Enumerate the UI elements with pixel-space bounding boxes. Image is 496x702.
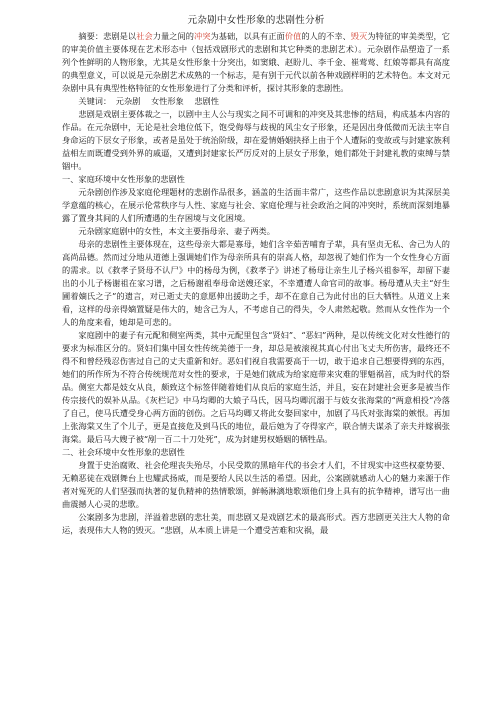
- document-title: 元杂剧中女性形象的悲剧性分析: [187, 15, 325, 26]
- highlighted-term[interactable]: 价值: [284, 31, 302, 41]
- keyword: 悲剧性: [194, 96, 219, 106]
- highlighted-term[interactable]: 冲突: [194, 31, 211, 41]
- body-paragraph: 悲剧是戏剧主要体裁之一，以剧中主人公与现实之间不可调和的冲突及其悲惨的结局，构成基本内容的作品。在元杂剧中，无论是社会地位低下，饱受侮辱与歧视的风尘女子形象，还是因出身低微而无法主宰自身命运的下层女子形象，或者是虽处于统治阶级，却在爱情婚姻抉择上由于个人遭际的变故或与封建家族利益相左而既遭受到外界的戚逼，又遭到封建家长严厉反对的上层女子形象，她们都处于封建礼教的束缚与禁锢中。: [62, 109, 450, 171]
- abstract-text: 为特征的审美类型，它的审美价值主要体现在艺术形态中（包括戏剧形式的悲剧和其它种类的悲剧艺术）。元杂剧作品塑造了一系列个性鲜明的人物形象，尤其是女性形象十分突出，如窦娥、赵盼儿、李千金、崔莺莺、红娘等都具有高度的典型意义，可以说是元杂剧艺术成熟的一个标志，是有别于元代以前各种戏剧样明的艺术特色。本文对元杂剧中具有典型性格特征的女性形象进行了分类和评析，探讨其形象的悲剧性。: [62, 31, 450, 93]
- body-paragraph: 元杂剧家庭剧中的女性，本文主要指母亲、妻子两类。: [78, 226, 275, 236]
- section-heading: 二、社会环境中女性形象的悲剧性: [62, 447, 185, 457]
- abstract-paragraph: [62, 30, 450, 95]
- body-paragraph: 母亲的悲剧性主要体现在，这些母亲大都是寡母，她们含辛茹苦哺育子辈，具有坚贞无私、舍己为人的高尚品德。然而过分地从道德上强调她们作为母亲所具有的崇高人格，却忽视了她们作为一个女性身心方面的需求。以《救孝子贤母不认尸》中的杨母为例，《救孝子》讲述了杨母让亲生儿子杨兴祖参军，却留下妻出的小儿子杨谢祖在家习谱，之后杨谢祖奉母命送嫂还家，不幸遭遭人命官司的故事。杨母遭从夫主“好生圃着嫡氏之子”的遗言，对已逝丈夫的意愿伸出援助之手，却不在意自己为此付出的巨大牺牲。从道义上来看，这样的母亲得嫡置疑是伟大的，她含己为人，不考虑自己的得失，令人肃然起敬。然而从女性作为一个人的角度来看，她却是可悲的。: [62, 239, 450, 327]
- abstract-text: 为基础，以具有正面: [210, 31, 285, 41]
- keywords-line: [62, 95, 450, 108]
- body-paragraph: 元杂剧创作涉及家庭伦理题材的悲剧作品很多，涵盖的生活面丰常广，这些作品以悲剧意识为其深层美学意蕴的核心，在展示伦常秩序与人性、家庭与社会、家庭伦理与社会政治之间的冲突时，系统而深刻地暴露了置身其间的人们所遭遇的生存困境与文化困境。: [62, 187, 450, 223]
- keywords-label: 关键词：: [78, 96, 112, 106]
- keyword: 女性形象: [150, 96, 184, 106]
- section-heading: 一、家庭环境中女性形象的悲剧性: [62, 174, 185, 184]
- body-paragraph: 身置于史治腐败、社会伦理丧失殆尽，小民受欺的黑暗年代的书会才人们，不甘现实中这些权豪势要、无赖恶徒在戏剧舞台上也耀武扬威，而是要给人民以生活的希望。因此，公案剧就感动人心的魅力来源于作者对冤死的人们坚强而执著的复仇精神的热情歌颂，鲜畅淋漓地歌颂他们身上具有的抗争精神，谱写出一曲曲震撼人心灵的悲歌。: [62, 460, 450, 509]
- highlighted-term[interactable]: 社会: [136, 31, 153, 41]
- abstract-text: 摘要：悲剧是以: [78, 31, 137, 41]
- body-paragraph: 家庭剧中的妻子有元配和侧室两类，其中元配里包含“贤妇”、“恶妇”两种，是以传统文化对女性德行的要求为标准区分的。贤妇们集中国女性传统美德于一身，却总是被滚视其真心付出飞丈夫所伤害，最终还不得不和曾经残忍伤害过自己的丈夫重新和好。恶妇们视自我需要高于一切，敢于追求自己想要得到的东西，她们的所作所为不符合传统规范对女性的要求，于是她们就成为给家庭带来灾难的罪魁祸首，成为时代的祭品。侧室大都是妓女从良，颇致这个标签伴随着她们从良后的家庭生活，并且，妄在封建社会更多是被当作传宗接代的娱补从品。《灰栏记》中马均卿的大娘子马氏，因马均卿沉溺于与妓女张海棠的“两意相投”冷落了自己，使马氏遭受身心两方面的创伤。之后马均卿又将此女娶回家中，加剧了马氏对张海棠的嫉恨。再加上张海棠又生了个儿子，更是直接危及到马氏的地位，最后她为了夺得家产，联合情夫谋杀了亲夫并嫁祸张海棠。最后马大嫂子被“剐一百二十刀处死”，成为封建男权婚姻的牺牲品。: [62, 330, 450, 444]
- keyword: 元杂剧: [115, 96, 141, 106]
- abstract-text: 的人的不幸、: [301, 31, 351, 41]
- body-paragraph: 公案剧多为悲剧，洋溢着悲剧的悲壮美，而悲剧又是戏剧艺术的最高形式。西方悲剧更关注大人物的命运，表现伟大人物的毁灭。“悲剧，从本质上讲是一个遭受苦难和灾祸，最: [62, 512, 450, 535]
- document-body: [62, 108, 450, 537]
- abstract-text: 力量之间的: [152, 31, 194, 41]
- highlighted-term[interactable]: 毁灭: [350, 31, 368, 41]
